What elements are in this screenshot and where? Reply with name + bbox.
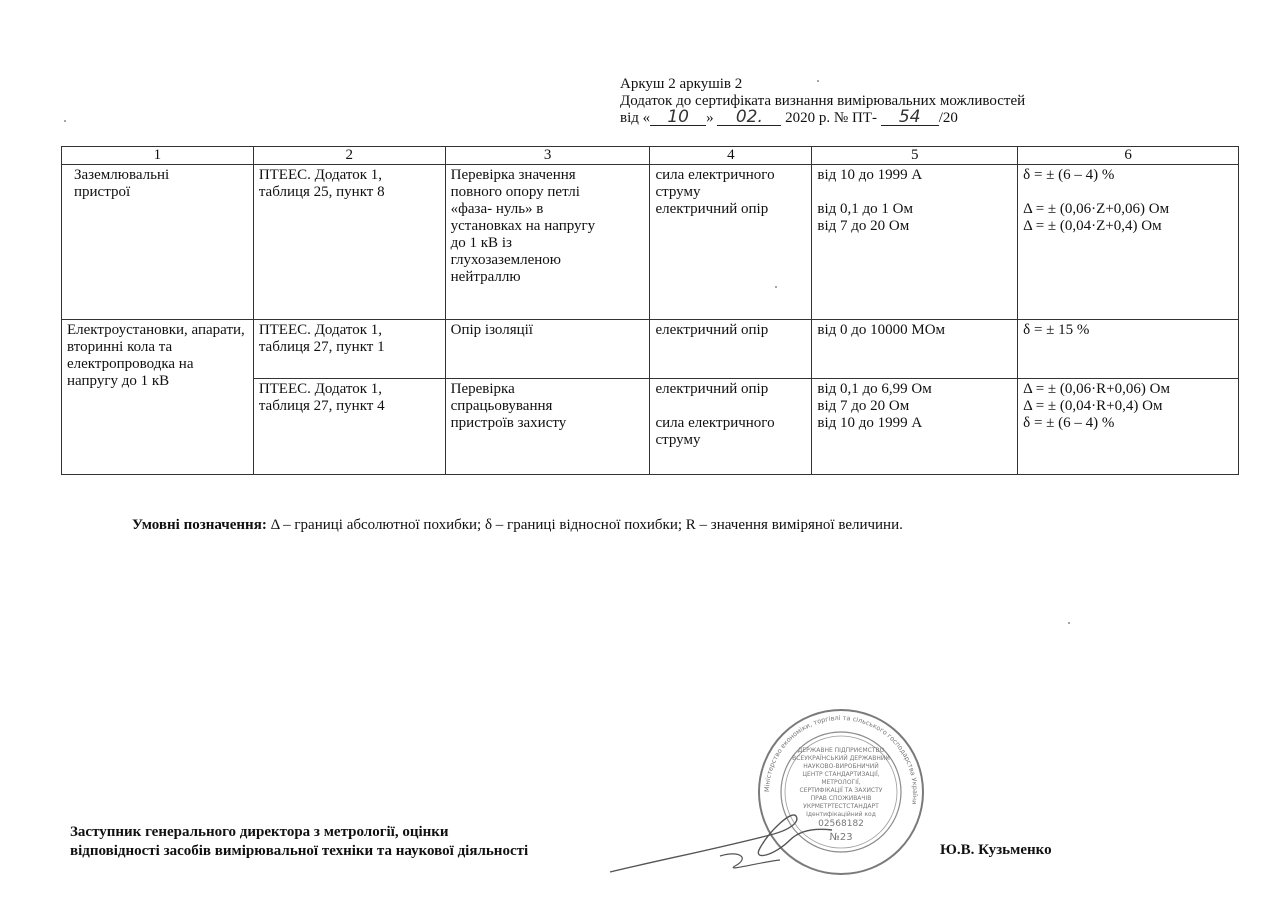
- measurement-type-cell: Опір ізоляції: [445, 320, 650, 379]
- range-cell: від 10 до 1999 А від 0,1 до 1 Ом від 7 до 20 Ом: [812, 165, 1018, 320]
- svg-text:СЕРТИФІКАЦІЇ ТА ЗАХИСТУ: СЕРТИФІКАЦІЇ ТА ЗАХИСТУ: [799, 787, 883, 794]
- svg-text:НАУКОВО-ВИРОБНИЧИЙ: НАУКОВО-ВИРОБНИЧИЙ: [803, 763, 879, 770]
- signatory-name: Ю.В. Кузьменко: [940, 842, 1052, 858]
- date-day: 10: [650, 110, 706, 126]
- scan-speck: [1068, 622, 1070, 624]
- scan-speck: [775, 286, 777, 288]
- normative-doc-cell: ПТЕЕС. Додаток 1, таблиця 25, пункт 8: [253, 165, 445, 320]
- table-row: [62, 165, 1239, 320]
- normative-doc-cell: ПТЕЕС. Додаток 1, таблиця 27, пункт 1: [253, 320, 445, 379]
- svg-text:ВСЕУКРАЇНСЬКИЙ ДЕРЖАВНИЙ: ВСЕУКРАЇНСЬКИЙ ДЕРЖАВНИЙ: [792, 755, 890, 762]
- column-number: 2: [253, 147, 445, 165]
- svg-text:ДЕРЖАВНЕ ПІДПРИЄМСТВО: ДЕРЖАВНЕ ПІДПРИЄМСТВО: [797, 747, 885, 754]
- accuracy-cell: δ = ± 15 %: [1018, 320, 1239, 379]
- sheet-info: Аркуш 2 аркушів 2: [620, 76, 743, 92]
- svg-text:Міністерство економіки, торгів: Міністерство економіки, торгівлі та сільського господарства України: [762, 713, 920, 805]
- quantity-cell: сила електричного струму електричний опір: [650, 165, 812, 320]
- svg-text:ЦЕНТР СТАНДАРТИЗАЦІЇ,: ЦЕНТР СТАНДАРТИЗАЦІЇ,: [802, 771, 880, 778]
- column-number: 1: [62, 147, 254, 165]
- certificate-number: 54: [881, 110, 939, 126]
- document-header: [620, 76, 1025, 127]
- measurement-capabilities-table: [61, 146, 1239, 475]
- accuracy-cell: Δ = ± (0,06·R+0,06) Ом Δ = ± (0,04·R+0,4) Ом δ = ± (6 – 4) %: [1018, 379, 1239, 475]
- date-month: 02.: [717, 110, 781, 126]
- scan-speck: [64, 120, 66, 122]
- appendix-title: Додаток до сертифіката визнання вимірювальних можливостей: [620, 93, 1026, 109]
- object-cell: Електроустановки, апарати, вторинні кола та електропроводка на напругу до 1 кВ: [62, 320, 254, 475]
- accuracy-cell: δ = ± (6 – 4) % Δ = ± (0,06·Z+0,06) Ом Δ = ± (0,04·Z+0,4) Ом: [1018, 165, 1239, 320]
- quantity-cell: електричний опір: [650, 320, 812, 379]
- svg-text:УКРМЕТРТЕСТСТАНДАРТ: УКРМЕТРТЕСТСТАНДАРТ: [803, 803, 879, 810]
- measurement-type-cell: Перевірка спрацьовування пристроїв захисту: [445, 379, 650, 475]
- column-number-row: [62, 147, 1239, 165]
- column-number: 5: [812, 147, 1018, 165]
- legend-label: Умовні позначення:: [132, 517, 267, 533]
- object-cell: Заземлювальні пристрої: [62, 165, 254, 320]
- legend-text: Δ – границі абсолютної похибки; δ – границі відносної похибки; R – значення виміряної величини.: [266, 517, 903, 533]
- table-row: [62, 320, 1239, 379]
- quantity-cell: електричний опір сила електричного струму: [650, 379, 812, 475]
- scan-speck: [817, 80, 819, 82]
- column-number: 4: [650, 147, 812, 165]
- legend-note: [132, 517, 903, 534]
- svg-text:№23: №23: [829, 832, 853, 843]
- normative-doc-cell: ПТЕЕС. Додаток 1, таблиця 27, пункт 4: [253, 379, 445, 475]
- range-cell: від 0,1 до 6,99 Ом від 7 до 20 Ом від 10 до 1999 А: [812, 379, 1018, 475]
- svg-text:02568182: 02568182: [818, 819, 864, 829]
- measurement-type-cell: Перевірка значення повного опору петлі «фаза- нуль» в установках на напругу до 1 кВ із глухозаземленою нейтраллю: [445, 165, 650, 320]
- signatory-position: Заступник генерального директора з метрології, оцінки відповідності засобів вимірювальної техніки та наукової діяльності: [70, 824, 529, 859]
- svg-text:Ідентифікаційний код: Ідентифікаційний код: [806, 811, 876, 818]
- range-cell: від 0 до 10000 МОм: [812, 320, 1018, 379]
- column-number: 6: [1018, 147, 1239, 165]
- handwritten-signature: [600, 800, 840, 880]
- certificate-date-line: від « 10 » 02. 2020 р. № ПТ- 54 /20: [620, 107, 958, 127]
- svg-text:ПРАВ СПОЖИВАЧІВ: ПРАВ СПОЖИВАЧІВ: [810, 795, 872, 802]
- svg-text:МЕТРОЛОГІЇ,: МЕТРОЛОГІЇ,: [821, 779, 861, 786]
- column-number: 3: [445, 147, 650, 165]
